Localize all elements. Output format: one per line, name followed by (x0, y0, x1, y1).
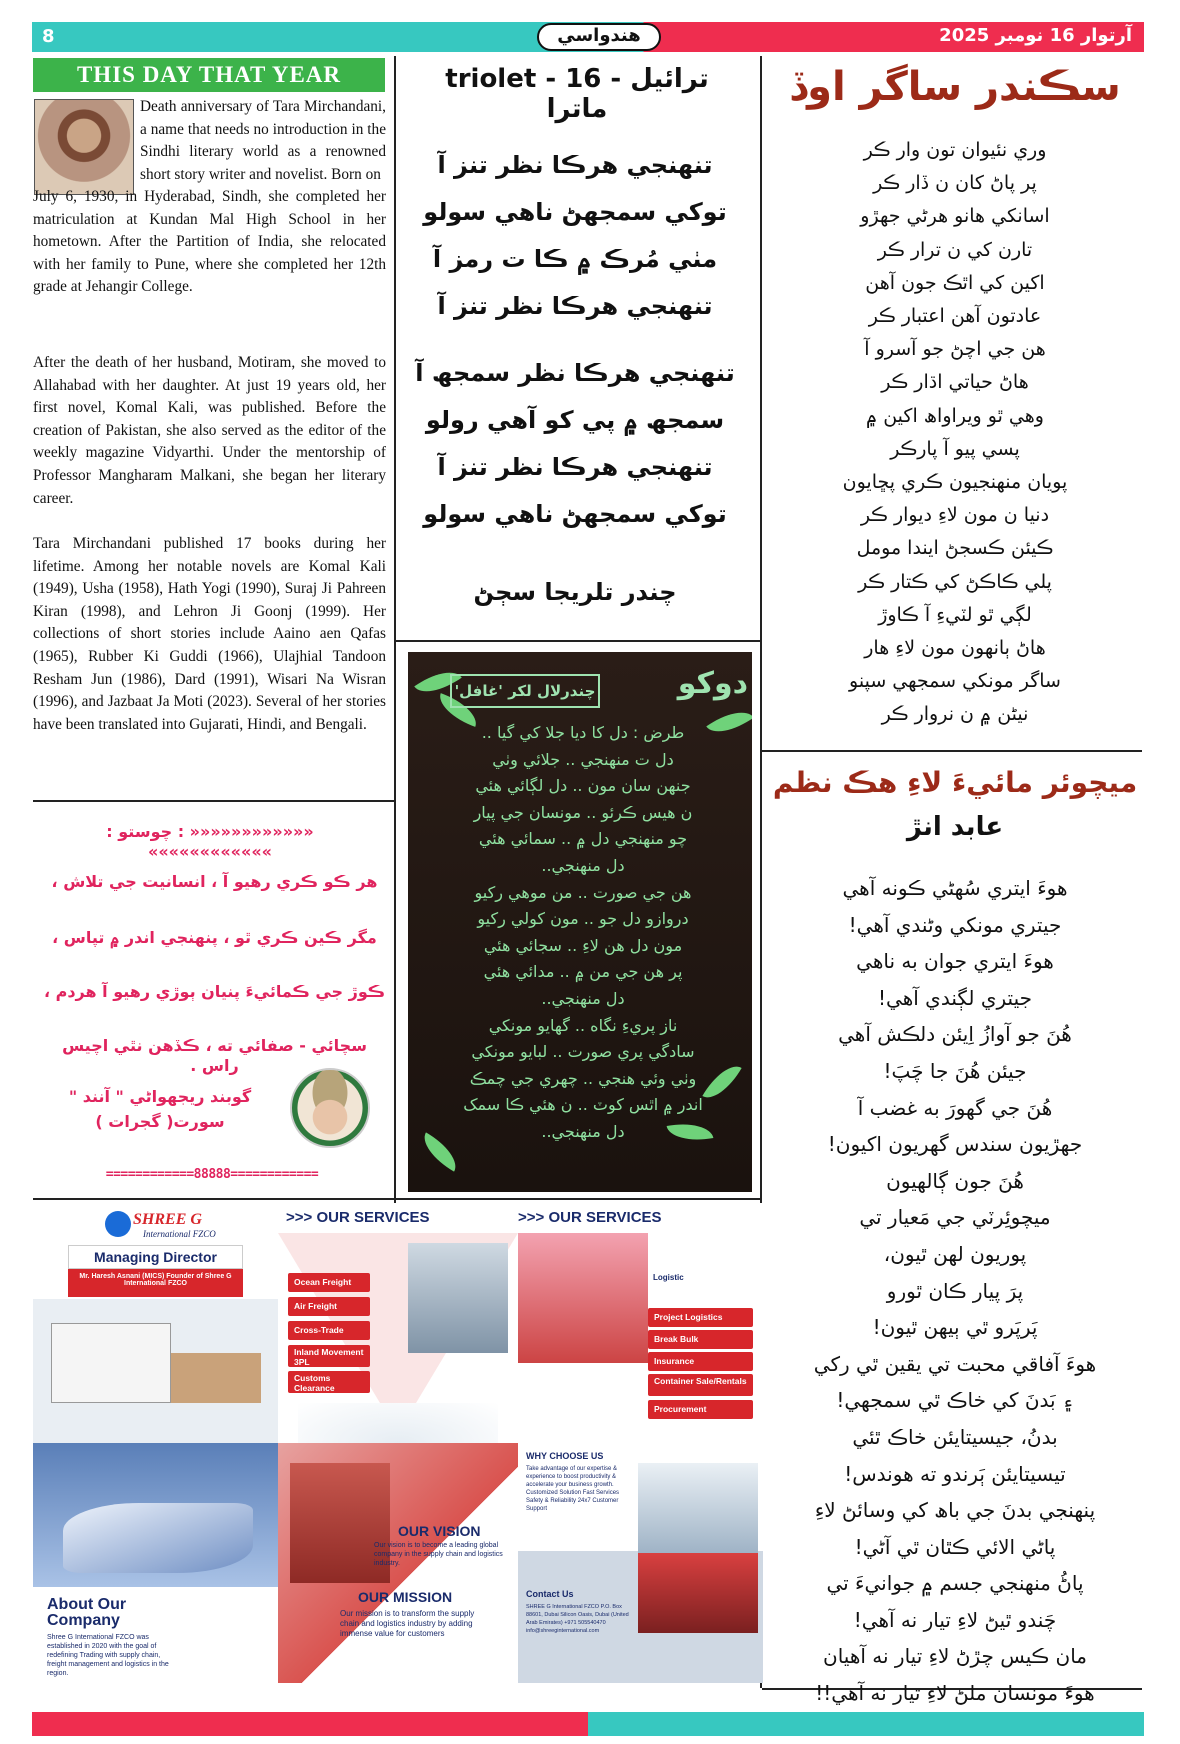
triolet-title: triolet - ترائيل - 16 ماترا (445, 64, 709, 124)
poem-line: مٺي مُرڪ ۾ ڪا ت رمز آ (432, 245, 718, 273)
poem-line: جيئن هُنَ جا چَپَ! (883, 1058, 1027, 1083)
article-paragraph: July 6, 1930, in Hyderabad, Sindh, she completed her matriculation at Kundan Mal High School in her hometown. After the Partition of India, she relocated with her family to Pune, where she completed her 12th grade at Jehangir College. (33, 188, 386, 296)
author-portrait (34, 99, 134, 195)
ad-why-panel (518, 1443, 763, 1683)
poem-line: پلي ڪاڪڻ کي ڪتار ڪر (858, 570, 1052, 593)
poem-line: پَرپَرو ٿي ٻيهن ٿيون! (872, 1315, 1038, 1340)
poem-line: پاڻي الائي ڪٿان ٿي آڻي! (854, 1534, 1056, 1559)
poet-photo (290, 1068, 370, 1148)
poem-line: ساگر مونکي سمجهي سپنو (849, 670, 1061, 693)
poem-line: هوءَ ايتري جوان به ناهي (856, 949, 1054, 974)
article-paragraph: Death anniversary of Tara Mirchandani, a name that needs no introduction in the Sindhi literary world as a renowned short story writer and novelist. Born on (140, 98, 386, 183)
poem-line: ميچوئِرٽي جي مَعيار تي (859, 1205, 1051, 1230)
poem-line: نيڻن ۾ ن نروار ڪر (881, 703, 1029, 726)
poem-line: چو منهنجي دل ۾ .. سمائي هئي (478, 829, 688, 849)
about-text: Shree G International FZCO was established in 2020 with the goal of redefining Trading with supply chain, freight management and logistics in the region. (47, 1634, 169, 1677)
poem-line: پنهنجي بدنَ جي باھ کي وسائڻ لاءِ (814, 1498, 1096, 1523)
vision-title: OUR VISION (398, 1523, 481, 1539)
poem-line: مون دل هن لاءِ .. سجائي هئي (483, 935, 683, 955)
poem-line: پر پاڻ کان ن ڏار ڪر (873, 172, 1037, 195)
poem-line: جيتري مونکي وڻندي آهي! (848, 912, 1062, 937)
choustu-line: ڪوڙ جي ڪمائيءَ پنيان ٻوڙي رهيو آ هردم ، (43, 982, 386, 1001)
doko-title: دوکو (677, 666, 748, 701)
section-rule (396, 640, 760, 642)
service-container: Container Sale/Rentals (648, 1374, 753, 1396)
choustu-rule: ============88888============ (105, 1167, 319, 1182)
poem-line: هوءَ مونسان ملڻ لاءِ تيار نه آهي!! (815, 1681, 1095, 1706)
poem-line: عادتون آهن اعتبار ڪر (868, 305, 1042, 328)
poem-title: سڪندر ساگر اوڏ (789, 64, 1121, 110)
poem-line: ۽ بَدنَ کي خاڪ ٿي سمجهي! (836, 1388, 1074, 1413)
poem-line: اندر ۾ اٿس کوٽ .. ن هئي ڪا سمک (463, 1095, 703, 1115)
contact-title: Contact Us (526, 1589, 574, 1599)
brand-subtitle: International FZCO (143, 1229, 216, 1239)
poem-line: هُنَ جو آوازُ اِيئن دلڪش آهي (838, 1022, 1072, 1047)
service-procurement: Procurement (648, 1400, 753, 1419)
triolet-author: چندر تلريجا سڄڻ (473, 578, 677, 606)
poem-line: هوءَ ايتري سُهڻي ڪونه آهي (842, 876, 1068, 900)
service-air-freight: Air Freight (288, 1297, 370, 1316)
poem-line: چَندو ٿيڻ لاءِ تيار نه آهي! (853, 1607, 1057, 1632)
truck-image (51, 1323, 171, 1403)
service-inland-3pl: Inland Movement 3PL (288, 1345, 370, 1367)
about-title: About Our Company (47, 1596, 127, 1629)
page-number: 8 (42, 26, 55, 47)
poem-line: مان ڪيس چڙڻ لاءِ تيار نه آهيان (823, 1644, 1087, 1669)
why-title: WHY CHOOSE US (526, 1451, 604, 1461)
poem-line: بدنُ، جيسيتايئن خاڪ ٿئي (852, 1424, 1058, 1449)
port-cranes-image (408, 1243, 508, 1353)
services-heading: >>> OUR SERVICES (286, 1209, 430, 1226)
poem-line: ناز پريءِ نگاه .. گهايو مونکي (488, 1015, 678, 1035)
poem-line: دل منهنجي.. (541, 988, 625, 1008)
poem-body (770, 134, 1140, 732)
poem-author: عابد انڙ (906, 812, 1004, 842)
ad-about-panel (33, 1443, 278, 1683)
section-rule (33, 800, 395, 802)
doko-poet-badge: چندرلال لکر 'غافل' (450, 674, 600, 708)
poem-line: دروازو دل جو .. مون کولي رکيو (477, 909, 689, 929)
choustu-heading: «««««««««««« : چوستو : »»»»»»»»»»»» (106, 822, 314, 861)
poem-line: هاڻ ٻانهون مون لاءِ هار (864, 637, 1046, 660)
this-day-banner: THIS DAY THAT YEAR (33, 58, 385, 92)
ship-image (518, 1233, 648, 1363)
poem-line: هاڻ حياتي اڌار ڪر (881, 371, 1029, 394)
poem-line: طرض : دل کا ديا جلا کي گيا .. (481, 723, 685, 742)
poem-line: پسي پيو آ پارڪر (890, 437, 1020, 460)
poem-line: توکي سمجهڻ ناهي سولو (423, 500, 727, 528)
service-cross-trade: Cross-Trade (288, 1321, 370, 1340)
ad-md-panel (33, 1203, 278, 1443)
poem-line: هن جي صورت .. من موهي رکيو (474, 882, 692, 902)
world-map-image (298, 1403, 498, 1443)
contact-text: SHREE G International FZCO P.O. Box 88601, Dubai Silicon Oasis, Dubai (United Arab Emirates) +971 505540470 info@shreeginternational.com (526, 1604, 629, 1634)
poem-line: سادگي پري صورت .. لبايو مونکي (471, 1042, 695, 1062)
service-ocean-freight: Ocean Freight (288, 1273, 370, 1292)
poem-line: دل ت منهنجي .. جلائي وٺي (492, 749, 674, 769)
doko-lines (428, 720, 738, 1146)
poem-line: جنهن سان مون .. دل لڳائي هئي (475, 776, 691, 796)
masthead-bar (32, 22, 1144, 52)
article-paragraph: Tara Mirchandani published 17 books during her lifetime. Among her notable novels are Komal Kali (1949), Usha (1958), Hath Yogi (1990), Suraj Ji Pahreen Kiran (1998), and Lehron Ji Goonj (1999). Her collections of short stories include Aaino aen Qafas (1965), Rubber Ki Guddi (1966), Ulajhial Tandoon Resham Jun (1986), Dard (1991), Wisari Na Wisran (1996), and Jazbaat Ja Moti (2023). Several of her stories have been translated into Gujarati, Hindi, and Bengali. (33, 535, 386, 733)
mission-text: Our mission is to transform the supply chain and logistics industry by adding immense value for customers (340, 1609, 475, 1638)
mission-title: OUR MISSION (358, 1589, 453, 1605)
poem-line: پوريون لهن ٿيون، (883, 1241, 1027, 1266)
poem-line: وري نئيوان تون وار ڪر (863, 139, 1047, 161)
poem-line: هن جي اچڻ جو آسرو آ (864, 338, 1046, 361)
services-heading: >>> OUR SERVICES (518, 1209, 662, 1226)
ad-services-left (278, 1203, 518, 1443)
poem-line: جيتري لڳندي آهي! (878, 985, 1032, 1010)
service-customs: Customs Clearance (288, 1371, 370, 1393)
poem-line: ڪيئن ڪسجڻ ايندا مومل (856, 537, 1054, 560)
poem-line: دل منهنجي.. (541, 855, 625, 875)
footer-bar (32, 1712, 1144, 1736)
poem-line: تارن کي ن ترار ڪر (877, 238, 1033, 261)
service-insurance: Insurance (648, 1352, 753, 1371)
city-skyline-image (638, 1463, 758, 1553)
poem-line: دنيا ن مون لاءِ ديوار ڪر (860, 504, 1050, 527)
poem-line: اکين کي اٿڪ جون آهن (865, 271, 1045, 294)
poem-line: هُنَ جي گهورَ به غضب آ (857, 1095, 1053, 1120)
service-project-logistics: Project Logistics (648, 1308, 753, 1327)
poem-line: توکي سمجهڻ ناهي سولو (423, 198, 727, 226)
poem-line: تنهنجي هرڪا نظر تنز آ (437, 151, 713, 179)
triolet-stanza (405, 142, 745, 330)
poem-line: پويان منهنجيون ڪري پڇايون (842, 471, 1068, 494)
poem-line: سمجھ ۾ پي کو آهي رولو (425, 406, 725, 434)
poem-line: تنهنجي هرڪا نظر سمجھ آ (415, 359, 735, 387)
brand-name: SHREE G (133, 1211, 202, 1228)
poem-line: وٺي وئي هنجي .. چهري جي چمڪ (469, 1068, 697, 1088)
poem-title: ميچوئر مائيءَ لاءِ هڪ نظم (772, 766, 1138, 799)
poem-body (770, 870, 1140, 1712)
poem-line: تنهنجي هرڪا نظر تنز آ (437, 292, 713, 320)
airplane-image (63, 1503, 253, 1573)
choustu-line: هر ڪو ڪري رهيو آ ، انسانيت جي تلاش ، (51, 872, 378, 891)
doko-poem-card (408, 652, 752, 1192)
poem-line: پرَ پيار ڪان ٿورو (886, 1278, 1024, 1303)
section-rule (33, 1198, 761, 1200)
section-rule (762, 750, 1142, 752)
poem-line: هُنَ جون ڳالهيون (886, 1168, 1024, 1193)
poem-line: وهي ٿو ويراواھ اکين ۾ (866, 404, 1044, 427)
poem-line: ن هيس ڪرئو .. مونسان جي پيار (473, 802, 693, 822)
triolet-stanza (405, 350, 745, 538)
md-name: Mr. Haresh Asnani (MICS) Founder of Shree G International FZCO (68, 1269, 243, 1297)
choustu-city: سورت( گجرات ) (95, 1112, 225, 1131)
poem-line: تيسيتايئن ٻَرندو ته هوندس! (844, 1461, 1066, 1486)
poem-line: هوءَ آفاقي محبت تي يقين ٿي رکي (813, 1351, 1097, 1376)
globe-icon (105, 1211, 131, 1237)
poem-line: دل منهنجي.. (541, 1121, 625, 1141)
article-paragraph: After the death of her husband, Motiram, she moved to Allahabad with her daughter. At just 19 years old, her first novel, Komal Kali, was published. Before the creation of Pakistan, she also served as the editor of the weekly magazine Vidyarthi. Under the mentorship of Professor Mangharam Malkani, she began her literary career. (33, 354, 386, 507)
trucks-image (638, 1553, 758, 1633)
md-title: Managing Director (68, 1245, 243, 1269)
poem-line: لڳي ٿو لٽيءِ آ ڪاوڙ (878, 603, 1032, 626)
issue-date: آرتوار 16 نومبر 2025 (939, 25, 1132, 46)
shree-g-advert (33, 1203, 763, 1683)
choustu-author: گوبند ريجهواڻي " آنند " (68, 1087, 252, 1106)
cargo-image (171, 1353, 261, 1403)
vision-text: Our vision is to become a leading global company in the supply chain and logistics industry. (374, 1542, 503, 1567)
poem-line: جهڙيون سندس گهريون اکيون! (827, 1132, 1083, 1157)
poem-line: پاڻُ منهنجي جسم ۾ جوانيءَ تي (826, 1571, 1084, 1596)
logistic-label: Logistic (653, 1273, 684, 1282)
ad-vision-panel (278, 1443, 518, 1683)
why-text: Take advantage of our expertise & experience to boost productivity & accelerate your business growth. Customized Solution Fast Services Safety & Reliability 24x7 Customer Support (526, 1466, 620, 1512)
service-break-bulk: Break Bulk (648, 1330, 753, 1349)
poem-line: تنهنجي هرڪا نظر تنز آ (437, 453, 713, 481)
column-rule (394, 56, 396, 1206)
choustu-line: سچائي - صفائي ته ، ڪڏهن نٿي اچيس راس . (62, 1036, 367, 1075)
poem-line: اسانکي هانو هرڻي جهڙو (860, 205, 1050, 228)
ad-services-right (518, 1203, 763, 1443)
choustu-line: مگر ڪين ڪري ٿو ، پنهنجي اندر ۾ تپاس ، (52, 928, 377, 947)
newspaper-logo: هندواسي (537, 23, 661, 51)
poem-line: پر هن جي من ۾ .. مدائي هئي (483, 962, 683, 982)
